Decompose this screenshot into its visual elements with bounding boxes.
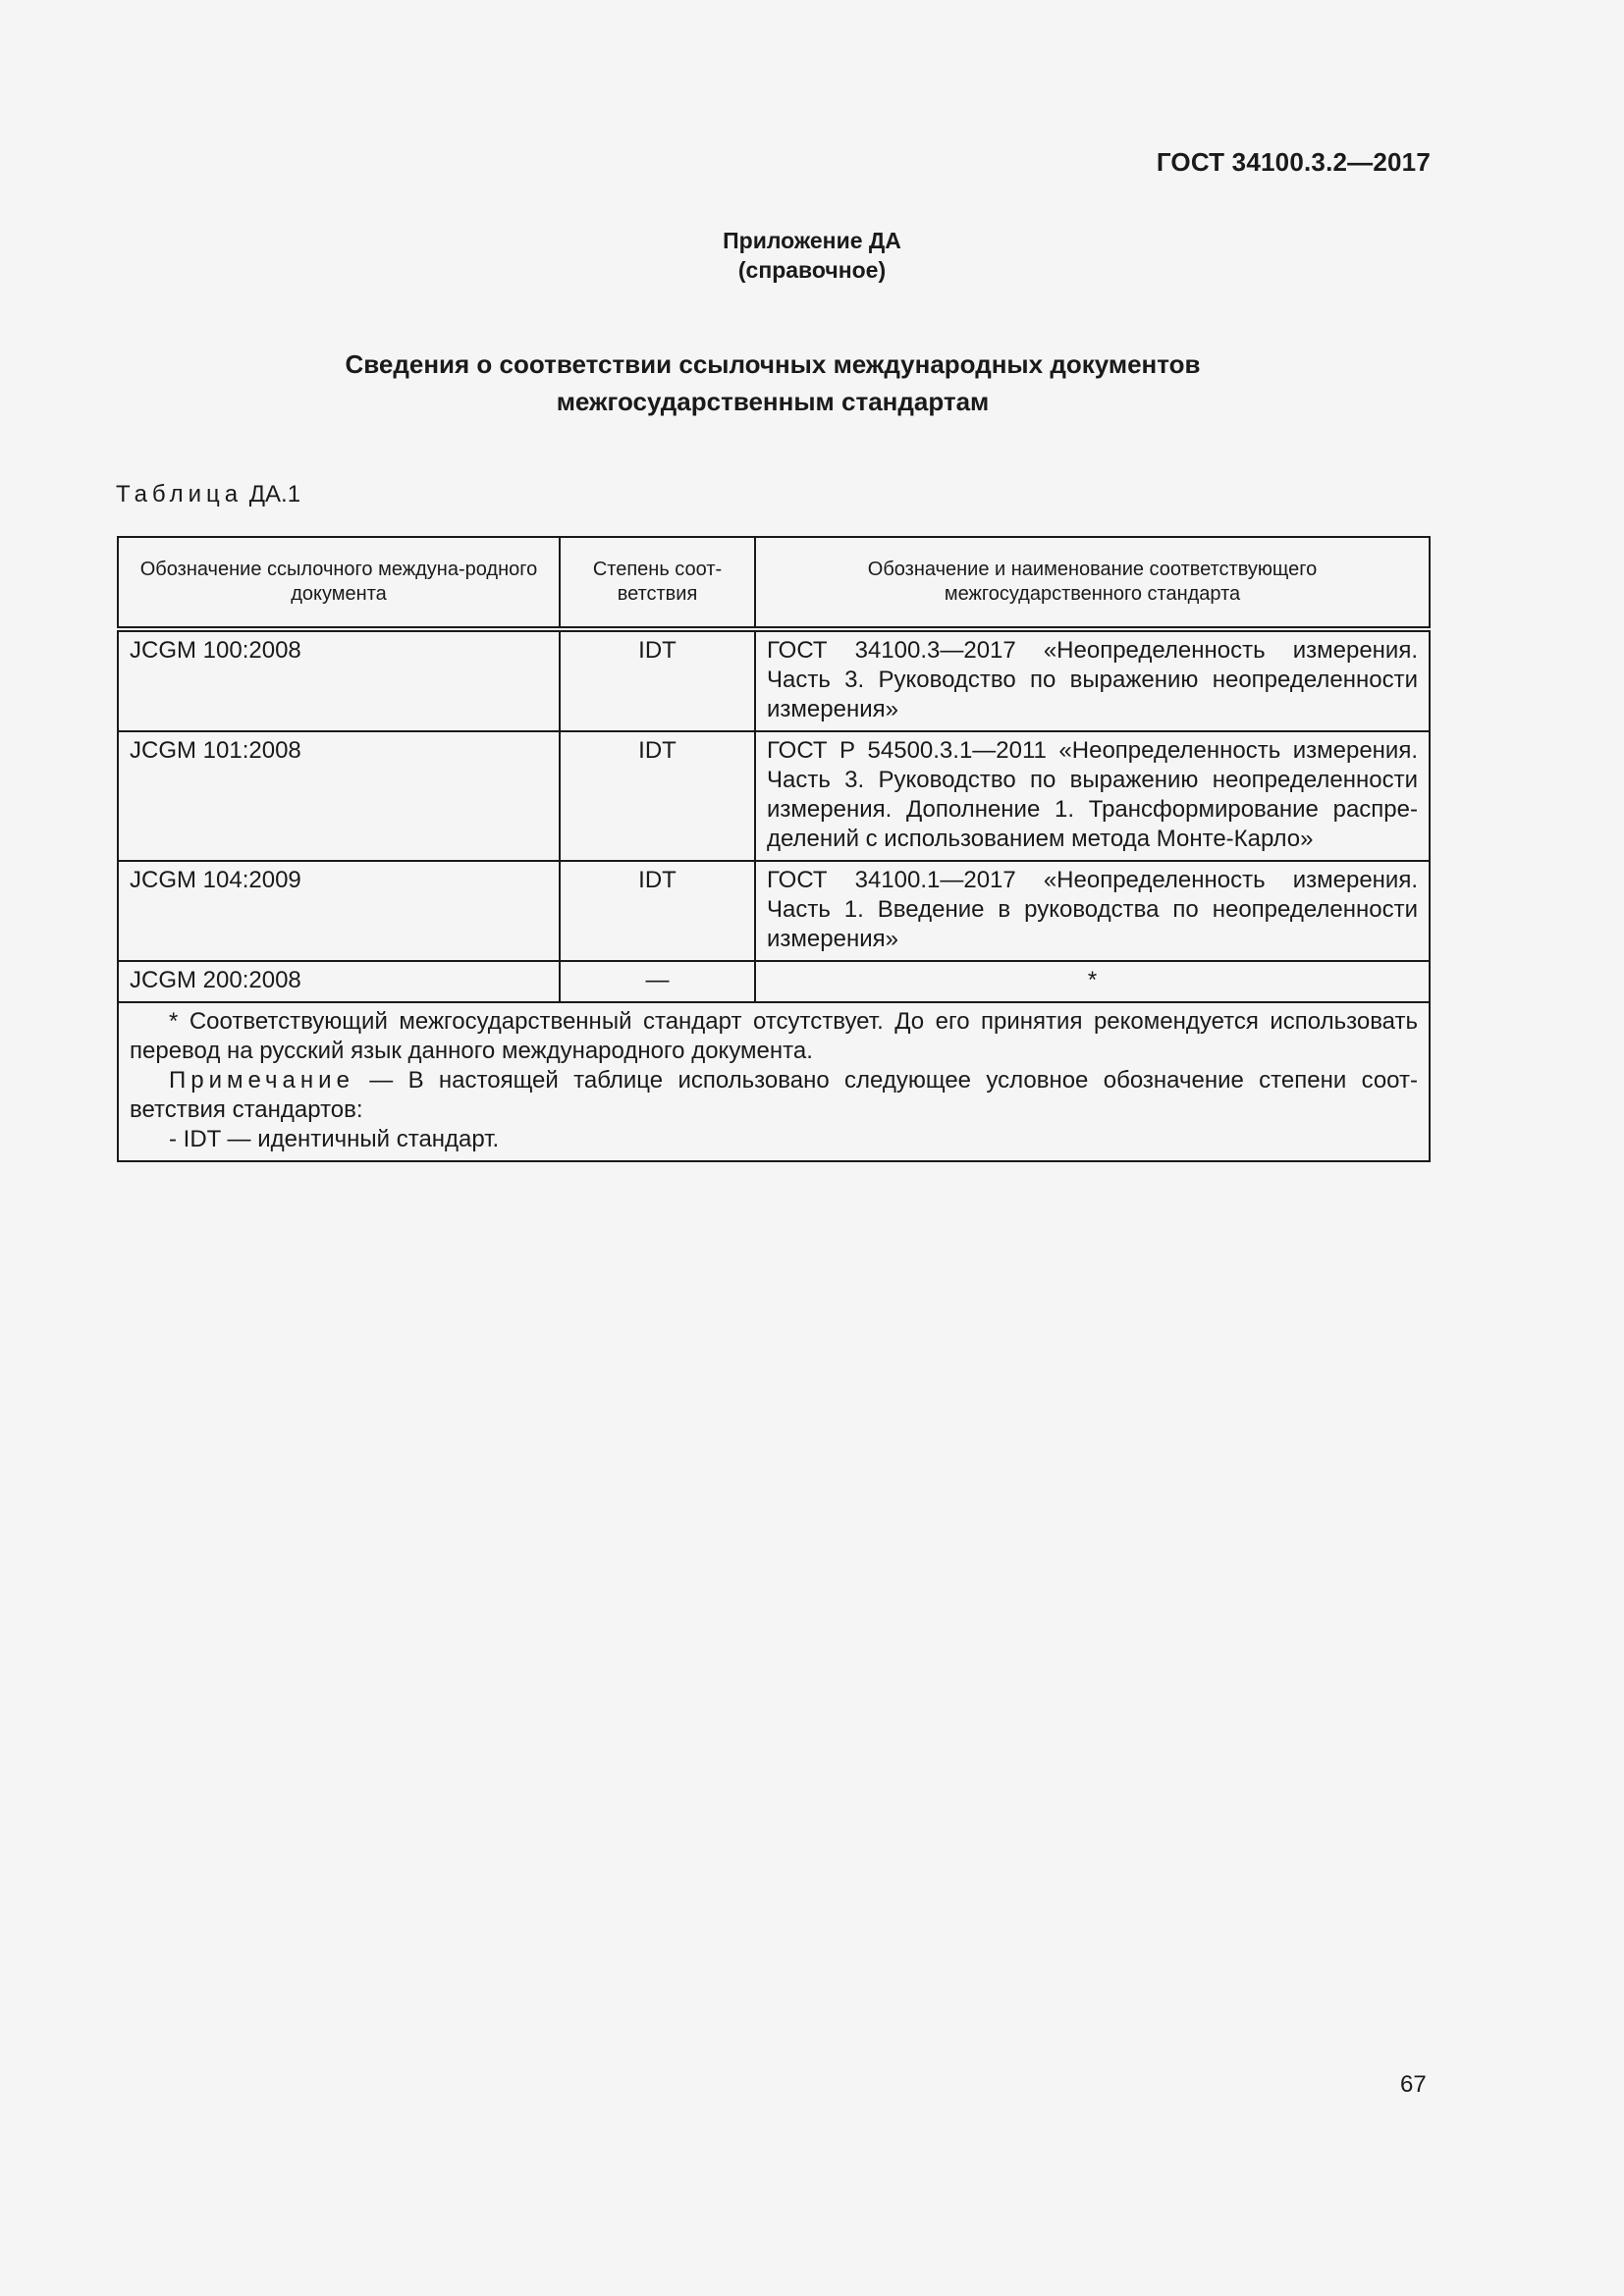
header-standard: Обозначение и наименование соответствующего межгосударственного стандарта: [755, 537, 1430, 629]
document-code: ГОСТ 34100.3.2—2017: [1156, 147, 1431, 177]
table-caption: [116, 481, 300, 508]
section-title-line-2: межгосударственным стандартам: [556, 387, 990, 416]
appendix-heading: [0, 226, 1624, 285]
table-row: [118, 629, 1430, 731]
cell-standard: ГОСТ 34100.1—2017 «Неопределенность измерения. Часть 1. Введение в руководства по неопределенности измерения»: [755, 861, 1430, 961]
cell-ref: JCGM 200:2008: [118, 961, 560, 1002]
table-caption-word: Таблица: [116, 481, 244, 507]
table-header-row: [118, 537, 1430, 629]
table-caption-number: ДА.1: [248, 481, 301, 507]
cell-degree: IDT: [560, 731, 755, 861]
cell-degree: IDT: [560, 629, 755, 731]
legend-item: - IDT — идентичный стандарт.: [169, 1126, 500, 1152]
appendix-subtitle: (справочное): [737, 257, 887, 283]
header-ref-document: Обозначение ссылочного междуна-родного документа: [118, 537, 560, 629]
table-row: [118, 961, 1430, 1002]
cell-degree: IDT: [560, 861, 755, 961]
footnote: * Соответствующий межгосударственный стандарт отсутствует. До его принятия рекомендуется использовать перевод на русский язык данного международного документа.: [130, 1008, 1418, 1064]
table-row: [118, 731, 1430, 861]
cell-ref: JCGM 104:2009: [118, 861, 560, 961]
section-title: [0, 346, 1545, 420]
cell-degree: —: [560, 961, 755, 1002]
note: [130, 1066, 1418, 1125]
cell-ref: JCGM 101:2008: [118, 731, 560, 861]
table-notes: [118, 1002, 1430, 1161]
table-row: [118, 861, 1430, 961]
appendix-title: Приложение ДА: [723, 228, 901, 253]
cell-standard: *: [755, 961, 1430, 1002]
section-title-line-1: Сведения о соответствии ссылочных международных документов: [345, 349, 1201, 379]
note-label: Примечание: [169, 1067, 354, 1094]
reference-table: [117, 536, 1431, 1162]
note-text: — В настоящей таблице использовано следующее условное обозначение степени соот-ветствия стандартов:: [130, 1067, 1418, 1123]
page-number: 67: [1400, 2071, 1427, 2098]
header-degree: Степень соот-ветствия: [560, 537, 755, 629]
table-notes-row: [118, 1002, 1430, 1161]
cell-standard: ГОСТ Р 54500.3.1—2011 «Неопределенность измерения. Часть 3. Руководство по выражению неопределенности измерения. Дополнение 1. Трансформирование распре-делений с использованием метода Монте-Карло»: [755, 731, 1430, 861]
cell-ref: JCGM 100:2008: [118, 629, 560, 731]
cell-standard: ГОСТ 34100.3—2017 «Неопределенность измерения. Часть 3. Руководство по выражению неопределенности измерения»: [755, 629, 1430, 731]
